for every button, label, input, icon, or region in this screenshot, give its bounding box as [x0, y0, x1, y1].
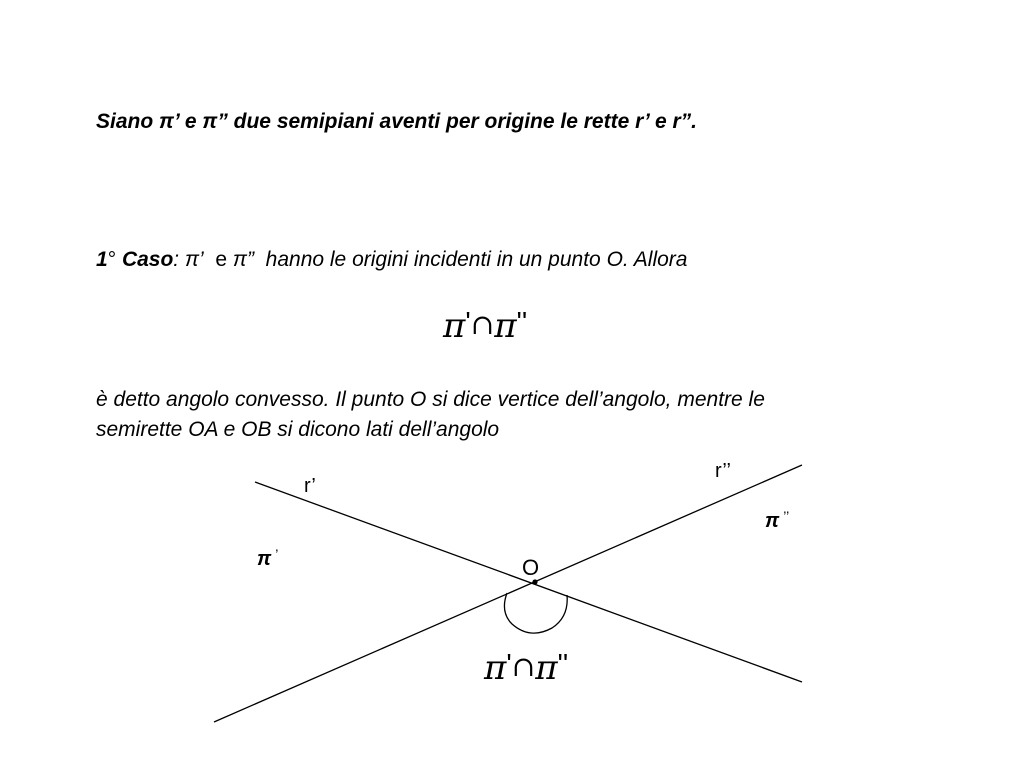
case-pi1: π’ — [184, 248, 204, 271]
formula-intersection-diagram — [484, 648, 568, 688]
case-degree: ° — [107, 248, 117, 271]
formula-pi-right: π — [494, 306, 517, 346]
formula2-prime-left: ' — [506, 648, 512, 679]
case-label: Caso — [121, 248, 174, 271]
formula-prime-right: '' — [516, 306, 528, 337]
formula-prime-left: ' — [465, 306, 471, 337]
case-pi2: π” — [232, 248, 254, 271]
definition-line-2: semirette OA e OB si dicono lati dell’angolo — [96, 418, 500, 441]
definition-line-1: è detto angolo convesso. Il punto O si dice vertice dell’angolo, mentre le — [96, 388, 765, 411]
label-pi2 — [765, 508, 789, 533]
label-pi1-mark: ’ — [275, 546, 279, 562]
label-pi2-symbol: π — [765, 510, 780, 532]
label-pi1-symbol: π — [257, 548, 272, 570]
case-number: 1 — [96, 248, 108, 271]
case-colon: : — [173, 248, 180, 271]
formula2-pi-left: π — [484, 648, 507, 688]
formula-pi-left: π — [443, 306, 466, 346]
formula2-prime-right: '' — [557, 648, 569, 679]
angle-arc — [504, 593, 567, 633]
label-vertex-o: O — [522, 555, 540, 580]
label-r1: r’ — [304, 475, 316, 497]
label-r2: r’’ — [715, 460, 731, 482]
formula2-pi-right: π — [535, 648, 558, 688]
heading-text: Siano π’ e π” due semipiani aventi per origine le rette r’ e r”. — [96, 110, 697, 133]
formula2-cap-symbol: ∩ — [511, 650, 536, 683]
case-and: e — [215, 248, 228, 271]
label-pi1 — [257, 546, 278, 571]
case-rest: hanno le origini incidenti in un punto O. Allora — [265, 248, 688, 271]
label-pi2-mark: ’’ — [783, 508, 790, 524]
formula-cap-symbol: ∩ — [470, 308, 495, 341]
